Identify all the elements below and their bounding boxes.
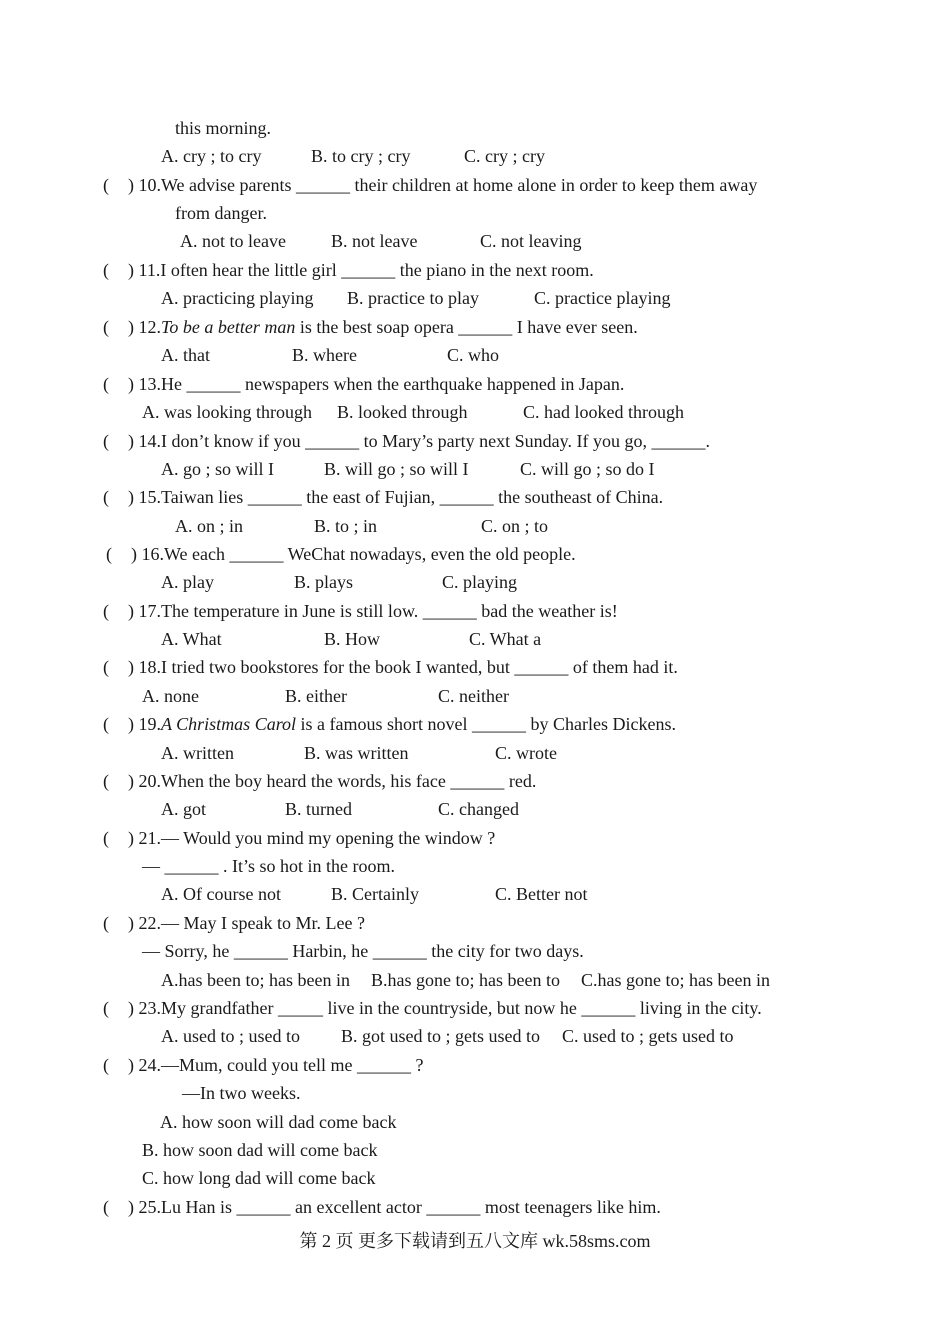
q24-option-c: C. how long dad will come back: [142, 1168, 376, 1188]
q17-option-a: A. What: [161, 629, 222, 649]
q20-option-c: C. changed: [438, 799, 519, 819]
q12-stem: [128, 316, 638, 338]
q17-option-b: B. How: [324, 629, 381, 649]
q12-bracket: (: [103, 317, 109, 337]
q24-bracket: (: [103, 1055, 109, 1075]
q16-bracket: (: [106, 544, 112, 564]
q10-option-b: B. not leave: [331, 231, 418, 251]
q17-stem: ) 17.The temperature in June is still low. ______ bad the weather is!: [128, 601, 618, 621]
q15-option-b: B. to ; in: [314, 516, 378, 536]
q15-option-c: C. on ; to: [481, 516, 549, 536]
q16-option-c: C. playing: [442, 572, 517, 592]
q13-option-a: A. was looking through: [142, 402, 312, 422]
q18-bracket: (: [103, 657, 109, 677]
q21-option-a: A. Of course not: [161, 884, 281, 904]
q22-reply: — Sorry, he ______ Harbin, he ______ the city for two days.: [142, 941, 584, 961]
q17-bracket: (: [103, 601, 109, 621]
q9-option-a: A. cry ; to cry: [161, 146, 262, 166]
q23-option-c: C. used to ; gets used to: [562, 1026, 734, 1046]
q23-option-b: B. got used to ; gets used to: [341, 1026, 540, 1046]
q18-option-c: C. neither: [438, 686, 509, 706]
q18-option-b: B. either: [285, 686, 347, 706]
q24-reply: —In two weeks.: [182, 1083, 301, 1103]
q25-stem: ) 25.Lu Han is ______ an excellent actor ______ most teenagers like him.: [128, 1197, 661, 1217]
q22-option-a: A.has been to; has been in: [161, 970, 350, 990]
q12-title: To be a better man: [161, 317, 296, 337]
q19-stem-prefix: ) 19.: [128, 714, 161, 734]
q21-option-c: C. Better not: [495, 884, 588, 904]
q14-option-b: B. will go ; so will I: [324, 459, 469, 479]
q19-bracket: (: [103, 714, 109, 734]
q15-option-a: A. on ; in: [175, 516, 244, 536]
q11-stem: ) 11.I often hear the little girl ______ the piano in the next room.: [128, 260, 594, 280]
q22-option-c: C.has gone to; has been in: [581, 970, 770, 990]
q18-option-a: A. none: [142, 686, 199, 706]
q14-stem: ) 14.I don’t know if you ______ to Mary’s party next Sunday. If you go, ______.: [128, 431, 710, 451]
page-footer: 第 2 页 更多下载请到五八文库 wk.58sms.com: [299, 1231, 651, 1251]
q15-stem: ) 15.Taiwan lies ______ the east of Fujian, ______ the southeast of China.: [128, 487, 664, 507]
q14-bracket: (: [103, 431, 109, 451]
q11-bracket: (: [103, 260, 109, 280]
q10-option-c: C. not leaving: [480, 231, 582, 251]
q23-stem: ) 23.My grandfather _____ live in the countryside, but now he ______ living in the city.: [128, 998, 762, 1018]
q13-bracket: (: [103, 374, 109, 394]
q10-bracket: (: [103, 175, 109, 195]
q18-stem: ) 18.I tried two bookstores for the book I wanted, but ______ of them had it.: [128, 657, 678, 677]
q19-option-b: B. was written: [304, 743, 409, 763]
q20-option-b: B. turned: [285, 799, 352, 819]
q22-stem: ) 22.— May I speak to Mr. Lee ?: [128, 913, 365, 933]
q16-stem: ) 16.We each ______ WeChat nowadays, even the old people.: [131, 544, 576, 564]
q22-bracket: (: [103, 913, 109, 933]
q24-option-b: B. how soon dad will come back: [142, 1140, 378, 1160]
q14-option-a: A. go ; so will I: [161, 459, 275, 479]
q25-bracket: (: [103, 1197, 109, 1217]
q15-bracket: (: [103, 487, 109, 507]
q19-stem: [128, 713, 676, 735]
q16-option-b: B. plays: [294, 572, 354, 592]
q13-option-c: C. had looked through: [523, 402, 684, 422]
q24-option-a: A. how soon will dad come back: [160, 1112, 397, 1132]
q10-option-a: A. not to leave: [180, 231, 286, 251]
q12-stem-rest: is the best soap opera ______ I have ever seen.: [295, 317, 638, 337]
q9-continuation: this morning.: [175, 118, 272, 138]
q11-option-c: C. practice playing: [534, 288, 671, 308]
q11-option-b: B. practice to play: [347, 288, 479, 308]
q9-option-c: C. cry ; cry: [464, 146, 545, 166]
q10-continuation: from danger.: [175, 203, 267, 223]
q19-stem-rest: is a famous short novel ______ by Charles Dickens.: [296, 714, 676, 734]
q10-stem: ) 10.We advise parents ______ their children at home alone in order to keep them away: [128, 175, 758, 195]
q23-bracket: (: [103, 998, 109, 1018]
q19-option-c: C. wrote: [495, 743, 557, 763]
q12-option-b: B. where: [292, 345, 357, 365]
q21-bracket: (: [103, 828, 109, 848]
q21-reply: — ______ . It’s so hot in the room.: [142, 856, 395, 876]
q20-option-a: A. got: [161, 799, 206, 819]
q21-stem: ) 21.— Would you mind my opening the window ?: [128, 828, 496, 848]
q24-stem: ) 24.—Mum, could you tell me ______ ?: [128, 1055, 424, 1075]
q13-stem: ) 13.He ______ newspapers when the earthquake happened in Japan.: [128, 374, 625, 394]
q20-bracket: (: [103, 771, 109, 791]
q12-option-c: C. who: [447, 345, 500, 365]
q13-option-b: B. looked through: [337, 402, 468, 422]
q17-option-c: C. What a: [469, 629, 542, 649]
q12-stem-prefix: ) 12.: [128, 317, 161, 337]
q11-option-a: A. practicing playing: [161, 288, 314, 308]
q9-option-b: B. to cry ; cry: [311, 146, 411, 166]
q23-option-a: A. used to ; used to: [161, 1026, 300, 1046]
q19-title: A Christmas Carol: [161, 714, 297, 734]
q16-option-a: A. play: [161, 572, 214, 592]
q12-option-a: A. that: [161, 345, 210, 365]
q19-option-a: A. written: [161, 743, 234, 763]
q22-option-b: B.has gone to; has been to: [371, 970, 560, 990]
q21-option-b: B. Certainly: [331, 884, 419, 904]
q14-option-c: C. will go ; so do I: [520, 459, 655, 479]
q20-stem: ) 20.When the boy heard the words, his face ______ red.: [128, 771, 537, 791]
